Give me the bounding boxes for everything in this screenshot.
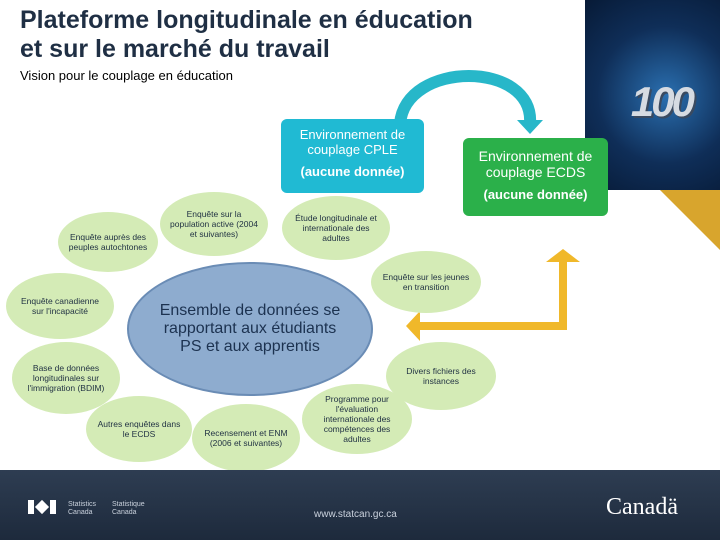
bubble-autres: Autres enquêtes dans le ECDS	[86, 396, 192, 462]
cple-status: (aucune donnée)	[300, 164, 405, 179]
bubble-pei: Programme pour l'évaluation internationale des compétences des adultes	[302, 384, 412, 454]
bubble-autochtones: Enquête auprès des peuples autochtones	[58, 212, 158, 272]
agency-name-en	[68, 501, 96, 517]
corner-100-logo: 100	[630, 78, 692, 125]
ecds-status: (aucune donnée)	[483, 187, 588, 202]
teal-curved-arrow	[400, 76, 530, 124]
bubble-elia: Étude longitudinale et internationale des adultes	[282, 196, 390, 260]
title-line-2: et sur le marché du travail	[20, 35, 330, 63]
bubble-bdim: Base de données longitudinales sur l'immigration (BDIM)	[12, 342, 120, 414]
ecds-environment-box	[463, 138, 608, 216]
canada-flag-icon	[28, 500, 56, 514]
agency-en-line-2: Canada	[68, 509, 93, 516]
teal-arrowhead	[517, 120, 543, 134]
title-line-1: Plateforme longitudinale en éducation	[20, 6, 473, 34]
gold-arrowhead-left	[406, 311, 420, 341]
bubble-incapacite: Enquête canadienne sur l'incapacité	[6, 273, 114, 339]
canada-wordmark: Canadä	[606, 494, 678, 520]
cple-label: Environnement de couplage CPLE	[299, 127, 406, 157]
gold-arrowhead-up	[546, 249, 580, 262]
center-dataset-ellipse: Ensemble de données se rapportant aux étudiants PS et aux apprentis	[127, 262, 373, 396]
bubble-fichiers: Divers fichiers des instances	[386, 342, 496, 410]
bubble-recensement: Recensement et ENM (2006 et suivantes)	[192, 404, 300, 472]
cple-environment-box	[281, 119, 424, 193]
agency-en-line-1: Statistics	[68, 501, 97, 508]
bubble-epa: Enquête sur la population active (2004 et suivantes)	[160, 192, 268, 256]
website-url[interactable]: www.statcan.gc.ca	[314, 509, 397, 520]
bubble-jeunes: Enquête sur les jeunes en transition	[371, 251, 481, 313]
ecds-label: Environnement de couplage ECDS	[478, 148, 593, 180]
agency-name-fr	[112, 501, 145, 517]
agency-fr-line-2: Canada	[112, 509, 137, 516]
agency-fr-line-1: Statistique	[112, 501, 145, 508]
slide-subtitle: Vision pour le couplage en éducation	[20, 68, 233, 83]
